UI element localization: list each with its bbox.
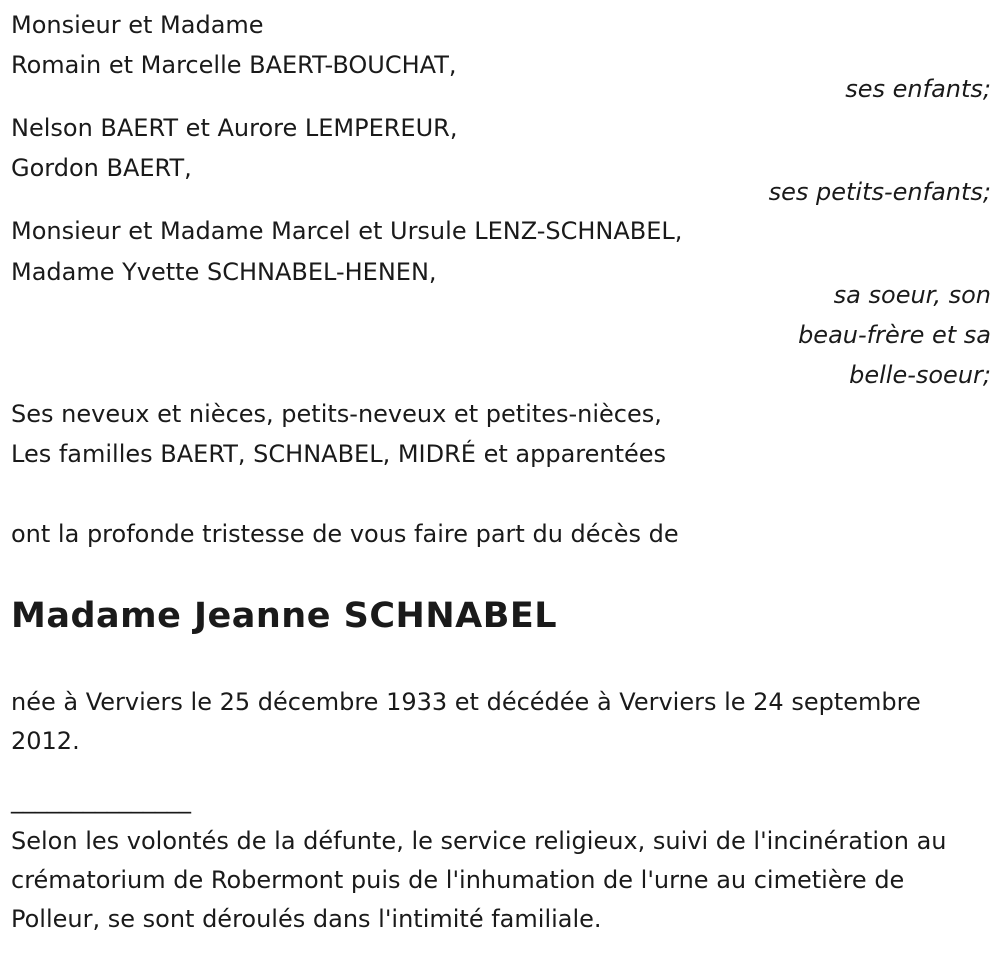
siblings-role-line-3: belle-soeur; [849,361,991,389]
grandchildren-line-2: Gordon BAERT, [11,154,192,182]
announcement: ont la profonde tristesse de vous faire part du décès de [11,520,679,548]
children-line-2: Romain et Marcelle BAERT-BOUCHAT, [11,51,457,79]
siblings-role-line-1: sa soeur, son [833,281,991,309]
siblings-role-line-2: beau-frère et sa [798,321,991,349]
siblings-line-1: Monsieur et Madame Marcel et Ursule LENZ-SCHNABEL, [11,217,683,245]
service-text: Selon les volontés de la défunte, le service religieux, suivi de l'incinération au crématorium de Robermont puis de l'inhumation de l'urne au cimetière de Polleur, se sont déroulés dans l'intimité familiale. [11,827,947,933]
birth-death-text: née à Verviers le 25 décembre 1933 et décédée à Verviers le 24 septembre 2012. [11,688,921,755]
siblings-line-2: Madame Yvette SCHNABEL-HENEN, [11,258,437,286]
separator: _______________ [11,786,191,814]
relatives-line-2: Les familles BAERT, SCHNABEL, MIDRÉ et apparentées [11,440,667,468]
children-line-1: Monsieur et Madame [11,11,264,39]
relatives-line-1: Ses neveux et nièces, petits-neveux et petites-nièces, [11,400,662,428]
grandchildren-role: ses petits-enfants; [768,178,991,206]
children-role: ses enfants; [845,75,991,103]
deceased-name: Madame Jeanne SCHNABEL [11,596,558,636]
obituary-notice [11,0,991,955]
grandchildren-line-1: Nelson BAERT et Aurore LEMPEREUR, [11,114,458,142]
